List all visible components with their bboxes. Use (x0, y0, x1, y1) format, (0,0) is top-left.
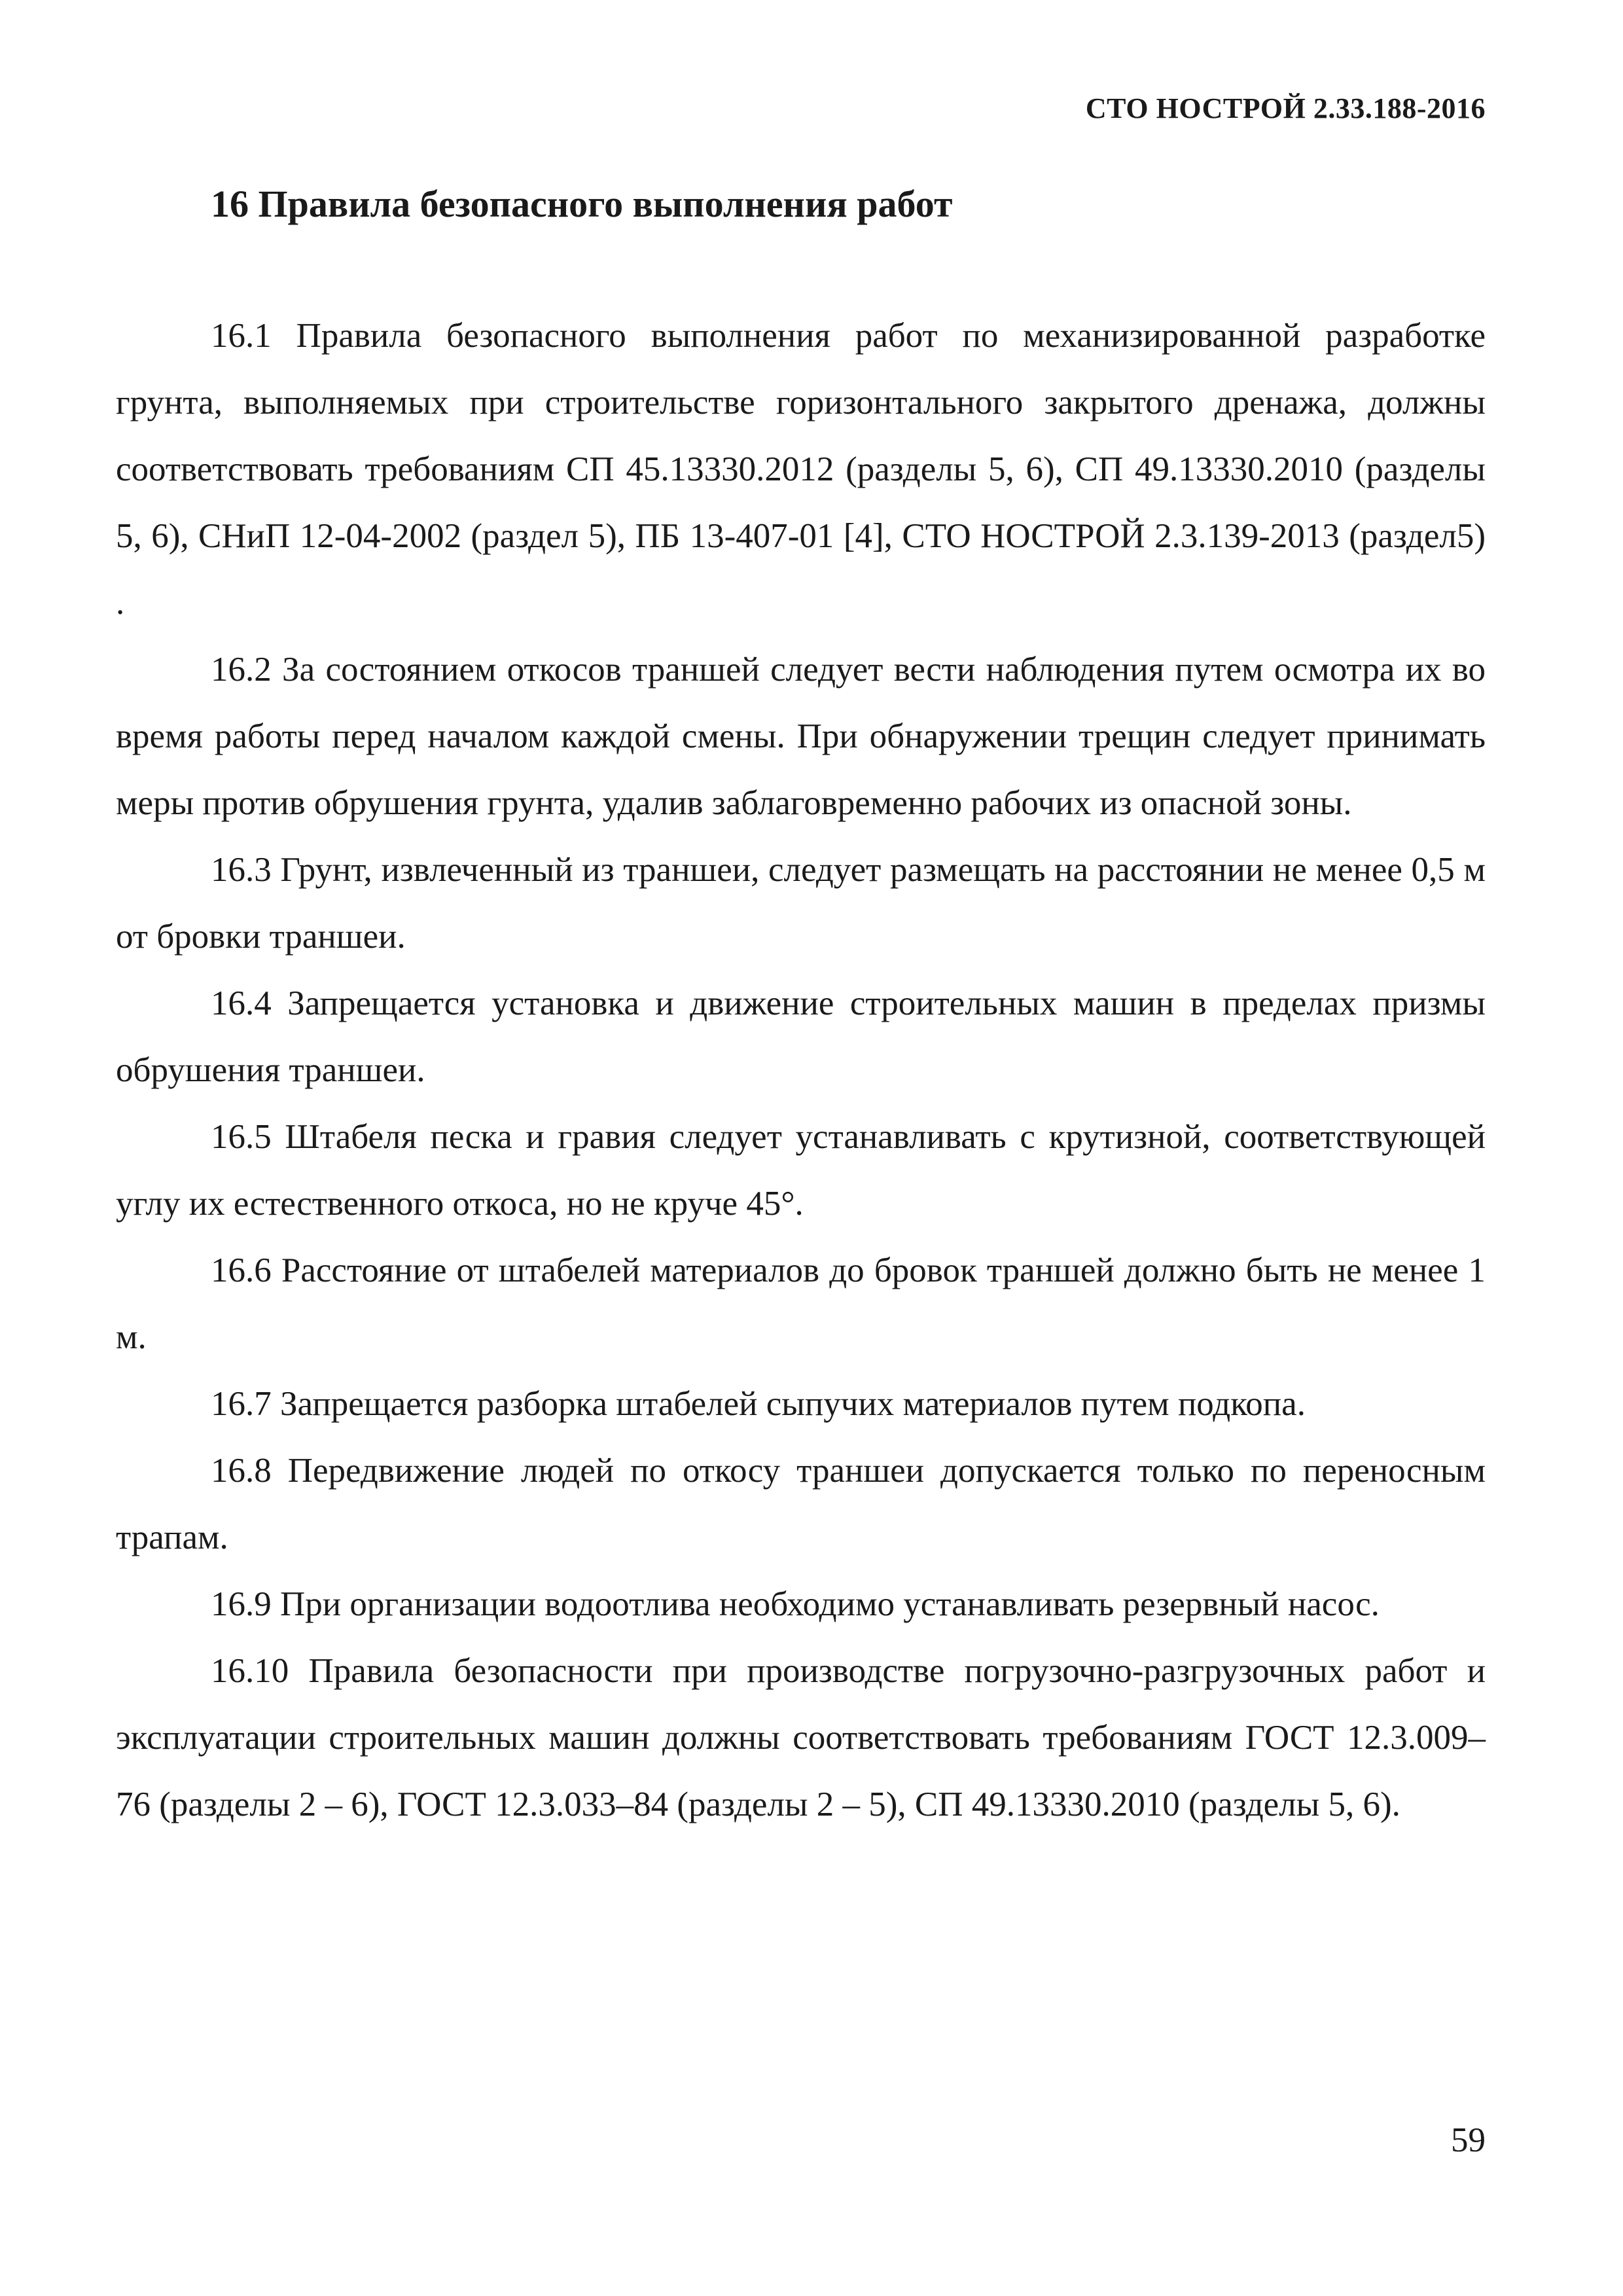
paragraph-16-6: 16.6 Расстояние от штабелей материалов до бровок траншей должно быть не менее 1 м. (116, 1251, 1486, 1356)
paragraph-16-7: 16.7 Запрещается разборка штабелей сыпучих материалов путем подкопа. (211, 1385, 1306, 1423)
paragraph-16-10: 16.10 Правила безопасности при производстве погрузочно-разгрузочных работ и эксплуатации строительных машин должны соответствовать требованиям ГОСТ 12.3.009–76 (разделы 2 – 6), ГОСТ 12.3.033–84 (разделы 2 – 5), СП 49.13330.2010 (разделы 5, 6). (116, 1652, 1486, 1823)
paragraph-16-9: 16.9 При организации водоотлива необходимо устанавливать резервный насос. (211, 1585, 1380, 1623)
page-number: 59 (1451, 2121, 1486, 2159)
paragraph-16-1: 16.1 Правила безопасного выполнения работ по механизированной разработке грунта, выполняемых при строительстве горизонтального закрытого дренажа, должны соответствовать требованиям СП 45.13330.2012 (разделы 5, 6), СП 49.13330.2010 (разделы 5, 6), СНиП 12-04-2002 (раздел 5), ПБ 13-407-01 [4], СТО НОСТРОЙ 2.3.139-2013 (раздел5) . (116, 317, 1486, 622)
section-title: 16 Правила безопасного выполнения работ (211, 183, 953, 225)
paragraph-16-5: 16.5 Штабеля песка и гравия следует устанавливать с крутизной, соответствующей углу их естественного откоса, но не круче 45°. (116, 1118, 1486, 1223)
paragraph-16-3: 16.3 Грунт, извлеченный из траншеи, следует размещать на расстоянии не менее 0,5 м от бровки траншеи. (116, 851, 1486, 956)
paragraph-16-4: 16.4 Запрещается установка и движение строительных машин в пределах призмы обрушения траншеи. (116, 984, 1486, 1089)
paragraph-16-8: 16.8 Передвижение людей по откосу траншеи допускается только по переносным трапам. (116, 1452, 1486, 1556)
document-code-header: СТО НОСТРОЙ 2.33.188-2016 (1085, 92, 1486, 124)
section-body (116, 302, 1486, 1838)
paragraph-16-2: 16.2 За состоянием откосов траншей следует вести наблюдения путем осмотра их во время работы перед началом каждой смены. При обнаружении трещин следует принимать меры против обрушения грунта, удалив заблаговременно рабочих из опасной зоны. (116, 651, 1486, 822)
